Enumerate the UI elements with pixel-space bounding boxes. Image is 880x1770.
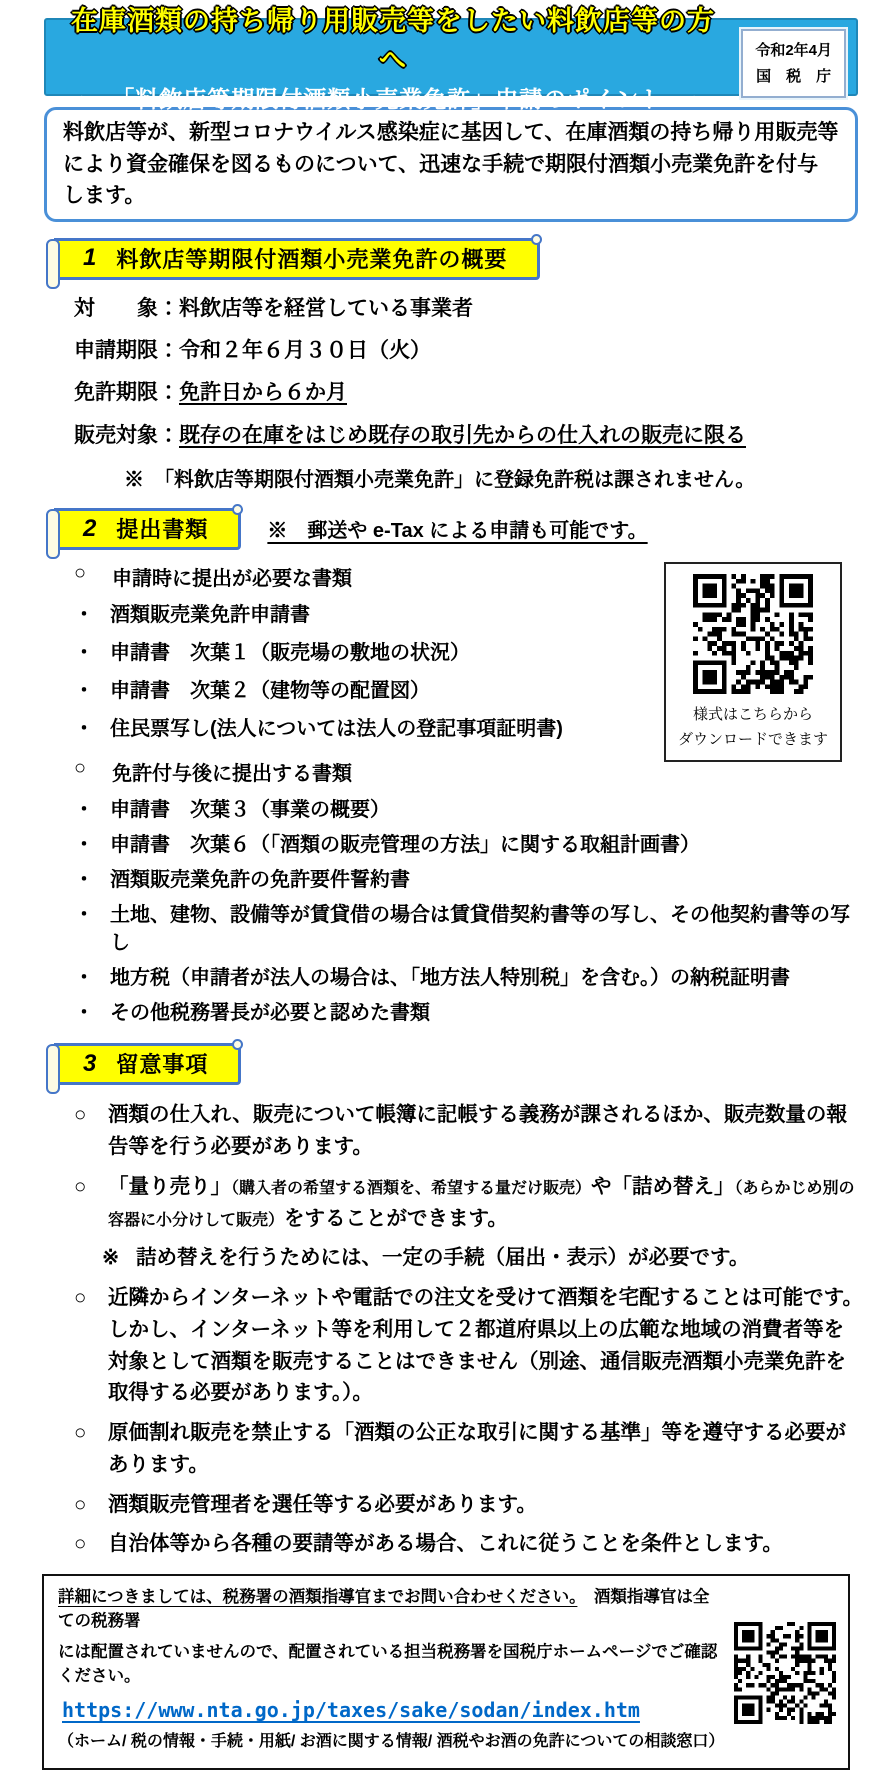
row-label: 免許期限：: [74, 381, 179, 405]
issuer-date-box: [741, 29, 846, 98]
intro-box: [44, 107, 858, 222]
section2-heading-ribbon: [54, 508, 241, 550]
header-titles: [64, 0, 842, 114]
section3-heading-ribbon: [54, 1043, 241, 1085]
dot-bullet: ・: [74, 718, 94, 741]
section2-title: 提出書類: [116, 517, 209, 543]
list-item: [74, 831, 854, 859]
circle-bullet: ○: [74, 1421, 87, 1445]
overview-row: [74, 294, 858, 324]
dot-bullet: ・: [74, 904, 94, 927]
note-item: [74, 1171, 864, 1235]
list-item-text: 申請書 次葉２（建物等の配置図）: [110, 680, 430, 703]
list-item-text: 申請書 次葉１（販売場の敷地の状況）: [110, 642, 470, 665]
documents-at-application: [74, 562, 674, 743]
row-value: 既存の在庫をはじめ既存の取引先からの仕入れの販売に限る: [179, 423, 746, 447]
note-item: [74, 1489, 864, 1521]
intro-text: 料飲店等が、新型コロナウイルス感染症に基因して、在庫酒類の持ち帰り用販売等により資金確保を図るものについて、迅速な手続で期限付酒類小売業免許を付与します。: [63, 121, 839, 207]
note-item: [74, 1417, 864, 1481]
dot-bullet: ・: [74, 604, 94, 627]
section3-number: 3: [83, 1049, 97, 1077]
contact-line2: には配置されていませんので、配置されている担当税務署を国税庁ホームページでご確認ください。: [58, 1643, 718, 1685]
circle-bullet: ○: [74, 757, 87, 780]
dot-bullet: ・: [74, 1002, 94, 1025]
site-breadcrumb: （ホーム/ 税の情報・手続・用紙/ お酒に関する情報/ 酒税やお酒の免許についての相談窓口）: [58, 1732, 725, 1750]
list-item-text: その他税務署長が必要と認めた書類: [110, 1002, 430, 1025]
list-item-text: 酒類販売業免許の免許要件誓約書: [110, 869, 410, 892]
row-value: 免許日から６か月: [179, 381, 347, 405]
group-heading-text: 申請時に提出が必要な書類: [112, 568, 352, 591]
group-heading-text: 免許付与後に提出する書類: [112, 763, 352, 786]
overview-row: [74, 378, 858, 408]
circle-bullet: ○: [74, 1286, 87, 1310]
list-item: [74, 964, 854, 992]
section1-title: 料飲店等期限付酒類小売業免許の概要: [116, 246, 508, 272]
note-item: [74, 1528, 864, 1560]
note-text: 近隣からインターネットや電話での注文を受けて酒類を宅配することは可能です。しかし、インターネット等を利用して２都道府県以上の広範な地域の消費者等を対象として酒類を販売することはできません（別途、通信販売酒類小売業免許を取得する必要があります。）。: [108, 1286, 864, 1405]
list-item-text: 土地、建物、設備等が賃貸借の場合は賃貸借契約書等の写し、その他契約書等の写し: [110, 904, 850, 955]
section2-heading-row: [44, 508, 858, 550]
row-value: 料飲店等を経営している事業者: [179, 296, 473, 320]
contact-line1: [58, 1586, 724, 1634]
list-item: [74, 715, 674, 743]
row-label: 申請期限：: [74, 338, 179, 362]
dot-bullet: ・: [74, 869, 94, 892]
notes-list: [74, 1099, 864, 1560]
circle-bullet: ○: [74, 1174, 87, 1198]
list-item: [74, 796, 854, 824]
header-banner: [44, 5, 858, 112]
page-title: 在庫酒類の持ち帰り用販売等をしたい料飲店等の方へ: [71, 5, 715, 75]
section-overview: [44, 238, 858, 493]
note-subitem: [74, 1242, 864, 1274]
list-item-text: 申請書 次葉６（「酒類の販売管理の方法」に関する取組計画書）: [110, 834, 700, 857]
list-item: [74, 639, 674, 667]
list-item: [74, 999, 854, 1027]
etax-note: ※ 郵送や e-Tax による申請も可能です。: [267, 519, 648, 542]
list-item-text: 申請書 次葉３（事業の概要）: [110, 799, 390, 822]
qr-code: [693, 574, 813, 694]
list-item: [74, 677, 674, 705]
qr-caption: [678, 702, 828, 752]
issue-date: 令和2年4月: [755, 42, 832, 59]
section-documents: [44, 508, 858, 1027]
nta-url-link[interactable]: https://www.nta.go.jp/taxes/sake/sodan/index.htm: [62, 1697, 640, 1722]
overview-rows: [74, 294, 858, 493]
list-item-text: 酒類販売業免許申請書: [110, 604, 310, 627]
note-text: 原価割れ販売を禁止する「酒類の公正な取引に関する基準」等を遵守する必要があります。: [108, 1421, 846, 1476]
note-text: 自治体等から各種の要請等がある場合、これに従うことを条件とします。: [108, 1532, 783, 1556]
section3-title: 留意事項: [116, 1052, 209, 1078]
dot-bullet: ・: [74, 680, 94, 703]
contact-text: [58, 1586, 724, 1760]
circle-bullet: ○: [74, 1103, 87, 1127]
circle-bullet: ○: [74, 562, 87, 585]
overview-note: ※ 「料飲店等期限付酒類小売業免許」に登録免許税は課されません。: [124, 469, 756, 492]
section-notes: [44, 1043, 864, 1560]
kome-bullet: ※: [102, 1246, 120, 1270]
qr-caption-line: ダウンロードできます: [677, 730, 828, 748]
section1-number: 1: [83, 244, 97, 271]
section1-heading-ribbon: [54, 238, 540, 280]
form-download-qr-card: [664, 562, 842, 762]
overview-row: [74, 336, 858, 366]
circle-bullet: ○: [74, 1492, 87, 1516]
list-item: [74, 866, 854, 894]
circle-bullet: ○: [74, 1532, 87, 1556]
note-text: 詰め替えを行うためには、一定の手続（届出・表示）が必要です。: [136, 1246, 750, 1270]
contact-line1-rest: 酒類指導官は全ての税務署: [58, 1588, 710, 1631]
dot-bullet: ・: [74, 642, 94, 665]
overview-row: [74, 421, 858, 451]
row-label: 販売対象：: [74, 423, 179, 447]
list-item-text: 地方税（申請者が法人の場合は、「地方法人特別税」を含む。）の納税証明書: [110, 967, 790, 990]
contact-line1-underlined: 詳細につきましては、税務署の酒類指導官までお問い合わせください。: [58, 1588, 578, 1607]
note-text: 酒類販売管理者を選任等する必要があります。: [108, 1492, 537, 1516]
dot-bullet: ・: [74, 834, 94, 857]
section2-number: 2: [83, 514, 97, 542]
qr-code: [734, 1622, 836, 1724]
documents-after-license: [74, 757, 854, 1027]
contact-box: [42, 1574, 850, 1770]
note-item: [74, 1099, 864, 1163]
agency-name: 国 税 庁: [756, 67, 832, 85]
documents-body: [44, 562, 858, 1027]
note-item: [74, 1282, 864, 1409]
note-text: 酒類の仕入れ、販売について帳簿に記帳する義務が課されるほか、販売数量の報告等を行う必要があります。: [108, 1103, 847, 1159]
note-text: 「量り売り」（購入者の希望する酒類を、希望する量だけ販売）や「詰め替え」（あらかじめ別の容器に小分けして販売）をすることができます。: [108, 1174, 855, 1230]
qr-caption-line: 様式はこちらから: [692, 705, 813, 724]
dot-bullet: ・: [74, 967, 94, 990]
row-label: 対 象：: [74, 296, 179, 320]
group-heading: [74, 562, 674, 591]
row-value: 令和２年６月３０日（火）: [179, 338, 431, 362]
page-subtitle: ～ 「料飲店等期限付酒類小売業免許」申請のポイント ～: [74, 85, 712, 112]
list-item-text: 住民票写し(法人については法人の登記事項証明書): [110, 718, 563, 741]
list-item: [74, 601, 674, 629]
dot-bullet: ・: [74, 799, 94, 822]
list-item: [74, 901, 854, 957]
